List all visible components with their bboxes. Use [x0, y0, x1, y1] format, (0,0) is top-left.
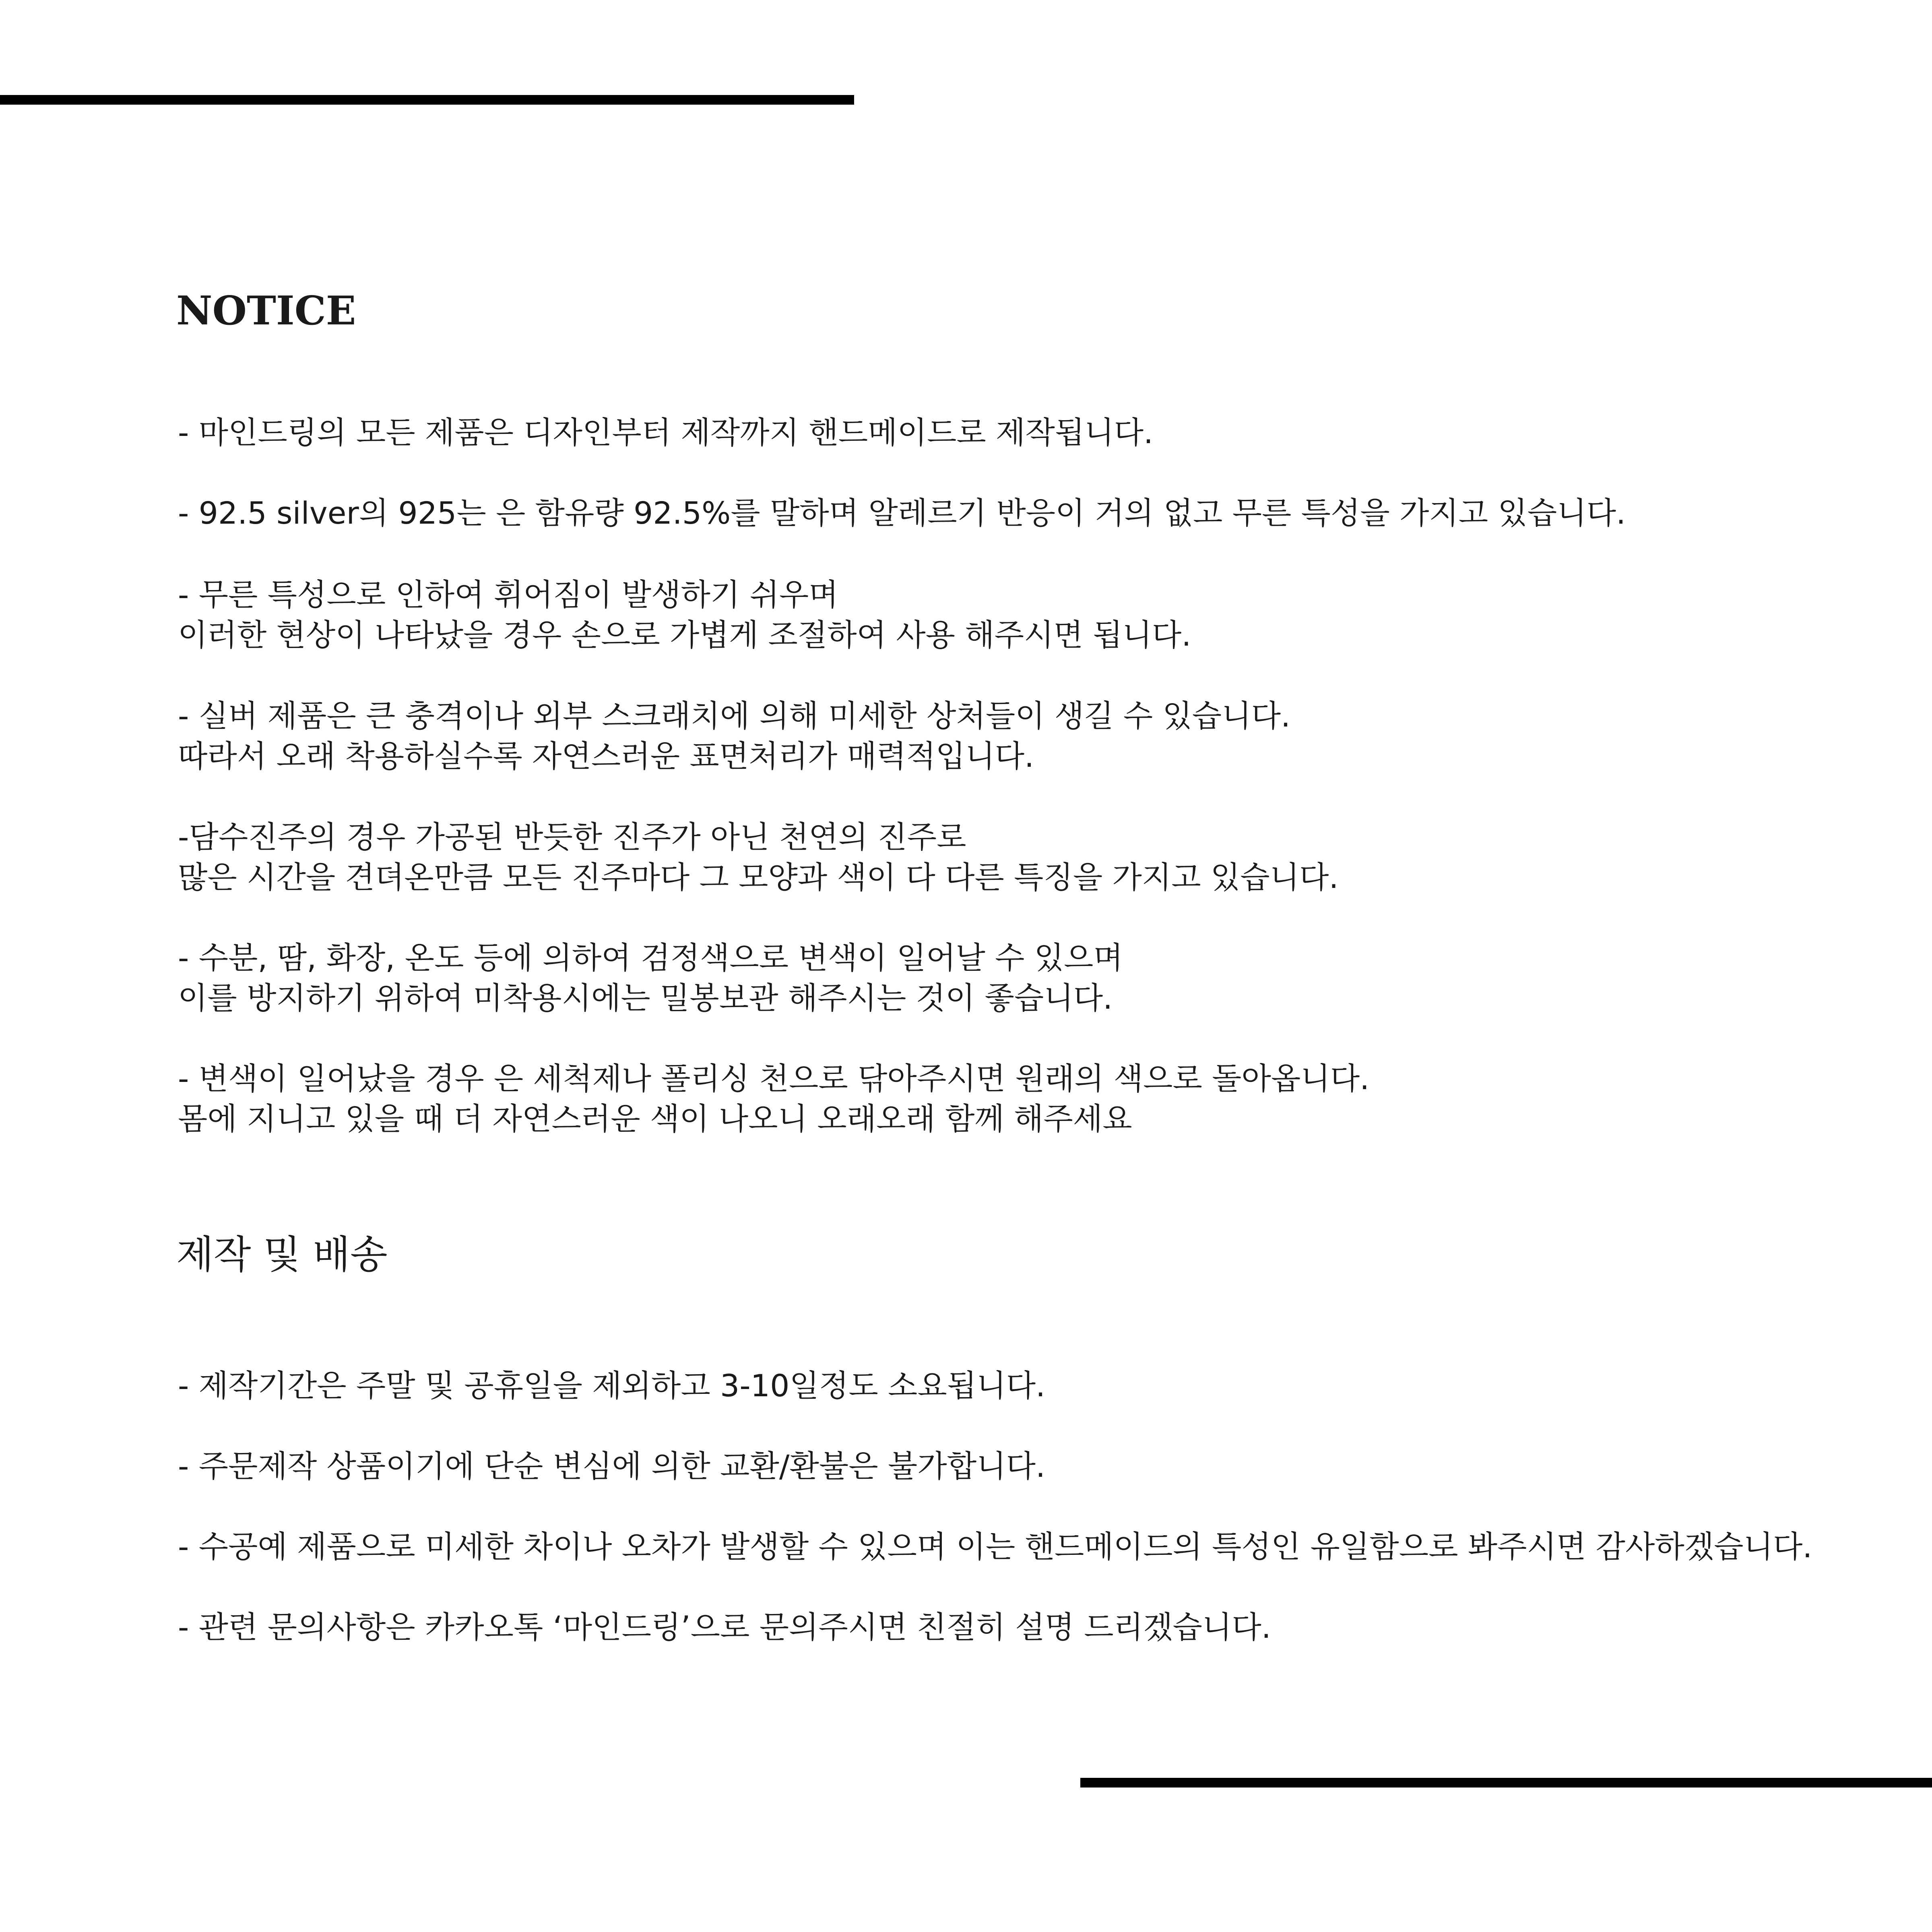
- notice-line: 이를 방지하기 위하여 미착용시에는 밀봉보관 해주시는 것이 좋습니다.: [178, 980, 1113, 1016]
- notice-line: 몸에 지니고 있을 때 더 자연스러운 색이 나오니 오래오래 함께 해주세요: [178, 1101, 1132, 1137]
- shipping-item-handcraft-variance: [178, 1527, 1812, 1567]
- shipping-heading: 제작 및 배송: [176, 1232, 388, 1277]
- shipping-item-production-period: [178, 1366, 1045, 1406]
- top-divider-bar: [0, 95, 854, 105]
- notice-item-handmade: [178, 413, 1153, 453]
- notice-line: -담수진주의 경우 가공된 반듯한 진주가 아닌 천연의 진주로: [178, 819, 966, 855]
- notice-item-cleaning: [178, 1059, 1369, 1139]
- notice-line: 따라서 오래 착용하실수록 자연스러운 표면처리가 매력적입니다.: [178, 738, 1034, 774]
- notice-line: 많은 시간을 견뎌온만큼 모든 진주마다 그 모양과 색이 다 다른 특징을 가지고 있습니다.: [178, 859, 1339, 895]
- notice-line: - 실버 제품은 큰 충격이나 외부 스크래치에 의해 미세한 상처들이 생길 수 있습니다.: [178, 698, 1291, 734]
- notice-heading: NOTICE: [176, 288, 356, 334]
- bottom-divider-bar: [1080, 1778, 1932, 1788]
- shipping-item-kakaotalk-inquiry: [178, 1607, 1271, 1647]
- shipping-line: - 수공예 제품으로 미세한 차이나 오차가 발생할 수 있으며 이는 핸드메이드의 특성인 유일함으로 봐주시면 감사하겠습니다.: [178, 1529, 1812, 1565]
- notice-item-pearls: [178, 817, 1339, 898]
- notice-line: - 수분, 땀, 화장, 온도 등에 의하여 검정색으로 변색이 일어날 수 있으며: [178, 940, 1123, 976]
- notice-item-discoloration: [178, 938, 1123, 1018]
- shipping-line: - 주문제작 상품이기에 단순 변심에 의한 교환/환불은 불가합니다.: [178, 1448, 1046, 1484]
- notice-line: - 무른 특성으로 인하여 휘어짐이 발생하기 쉬우며: [178, 577, 838, 613]
- notice-line: 이러한 현상이 나타났을 경우 손으로 가볍게 조절하여 사용 해주시면 됩니다.: [178, 617, 1191, 653]
- notice-line: - 92.5 silver의 925는 은 함유량 92.5%를 말하며 알레르기 반응이 거의 없고 무른 특성을 가지고 있습니다.: [178, 495, 1626, 531]
- notice-line: - 마인드링의 모든 제품은 디자인부터 제작까지 핸드메이드로 제작됩니다.: [178, 415, 1154, 450]
- notice-item-bending: [178, 575, 1191, 655]
- shipping-line: - 관련 문의사항은 카카오톡 ‘마인드링’으로 문의주시면 친절히 설명 드리겠습니다.: [178, 1609, 1271, 1645]
- notice-item-scratches: [178, 696, 1290, 776]
- notice-item-silver-content: [178, 493, 1626, 533]
- shipping-item-no-refund: [178, 1446, 1045, 1486]
- shipping-line: - 제작기간은 주말 및 공휴일을 제외하고 3-10일정도 소요됩니다.: [178, 1368, 1046, 1404]
- notice-line: - 변색이 일어났을 경우 은 세척제나 폴리싱 천으로 닦아주시면 원래의 색으로 돌아옵니다.: [178, 1061, 1370, 1096]
